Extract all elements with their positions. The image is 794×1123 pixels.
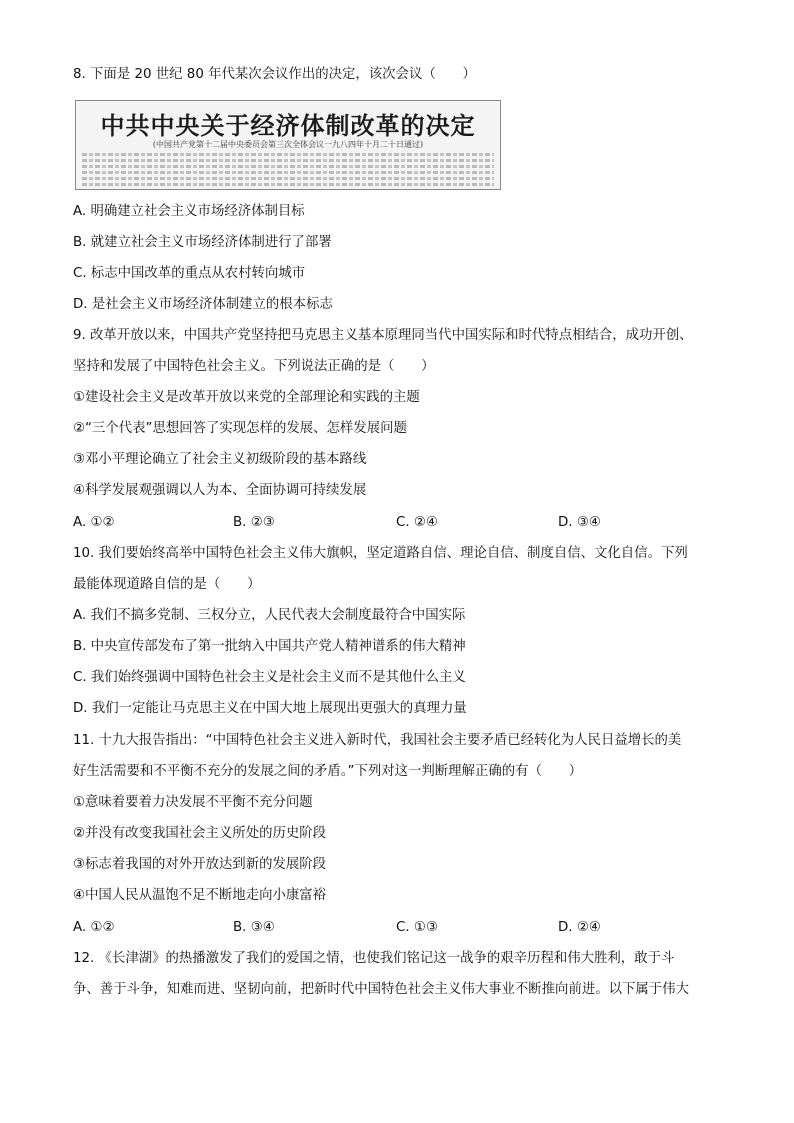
q9-item-3: ③邓小平理论确立了社会主义初级阶段的基本路线 bbox=[73, 452, 367, 467]
q11-options bbox=[73, 919, 713, 937]
figure-text-line bbox=[82, 177, 494, 180]
q11-item-4: ④中国人民从温饱不足不断地走向小康富裕 bbox=[73, 888, 327, 903]
q9-option-d: D. ③④ bbox=[558, 515, 601, 530]
figure-text-line bbox=[82, 183, 494, 186]
q11-item-3: ③标志着我国的对外开放达到新的发展阶段 bbox=[73, 857, 327, 872]
q8-option-b: B. 就建立社会主义市场经济体制进行了部署 bbox=[73, 235, 332, 250]
figure-text-line bbox=[82, 159, 494, 162]
q9-item-2: ②“三个代表”思想回答了实现怎样的发展、怎样发展问题 bbox=[73, 421, 407, 436]
q9-item-1: ①建设社会主义是改革开放以来党的全部理论和实践的主题 bbox=[73, 390, 420, 405]
q9-item-4: ④科学发展观强调以人为本、全面协调可持续发展 bbox=[73, 483, 367, 498]
q8-option-c: C. 标志中国改革的重点从农村转向城市 bbox=[73, 266, 306, 281]
figure-text-line bbox=[82, 153, 494, 156]
q8-document-image bbox=[75, 100, 501, 190]
q11-item-2: ②并没有改变我国社会主义所处的历史阶段 bbox=[73, 826, 327, 841]
q8-stem: 8. 下面是 20 世纪 80 年代某次会议作出的决定，该次会议（ ） bbox=[73, 67, 476, 82]
q8-option-d: D. 是社会主义市场经济体制建立的根本标志 bbox=[73, 297, 333, 312]
q11-option-a: A. ①② bbox=[73, 920, 115, 935]
q12-stem-line-1: 12. 《长津湖》的热播激发了我们的爱国之情，也使我们铭记这一战争的艰辛历程和伟大胜利，敢于斗 bbox=[73, 951, 675, 966]
q10-stem-line-2: 最能体现道路自信的是（ ） bbox=[73, 577, 261, 592]
figure-text-line bbox=[82, 171, 494, 174]
q12-stem-line-2: 争、善于斗争，知难而进、坚韧向前，把新时代中国特色社会主义伟大事业不断推向前进。以下属于伟大 bbox=[73, 982, 689, 997]
q11-stem-line-1: 11. 十九大报告指出：“中国特色社会主义进入新时代，我国社会主要矛盾已经转化为人民日益增长的美 bbox=[73, 733, 682, 748]
q9-stem-line-2: 坚持和发展了中国特色社会主义。下列说法正确的是（ ） bbox=[73, 359, 435, 374]
q10-option-d: D. 我们一定能让马克思主义在中国大地上展现出更强大的真理力量 bbox=[73, 701, 467, 716]
q8-option-a: A. 明确建立社会主义市场经济体制目标 bbox=[73, 204, 305, 219]
q9-stem-line-1: 9. 改革开放以来，中国共产党坚持把马克思主义基本原理同当代中国实际和时代特点相结合，成功开创、 bbox=[73, 328, 693, 343]
q11-option-c: C. ①③ bbox=[396, 920, 438, 935]
figure-text-line bbox=[82, 165, 494, 168]
q10-option-c: C. 我们始终强调中国特色社会主义是社会主义而不是其他什么主义 bbox=[73, 670, 466, 685]
q11-option-d: D. ②④ bbox=[558, 920, 601, 935]
q8-figure-subtitle: (中国共产党第十二届中央委员会第三次全体会议一九八四年十月二十日通过) bbox=[152, 140, 424, 149]
q9-options bbox=[73, 514, 713, 532]
q8-figure-title: 中共中央关于经济体制改革的决定 bbox=[100, 111, 476, 140]
q9-option-c: C. ②④ bbox=[396, 515, 438, 530]
q11-item-1: ①意味着要着力决发展不平衡不充分问题 bbox=[73, 795, 313, 810]
q10-option-a: A. 我们不搞多党制、三权分立，人民代表大会制度最符合中国实际 bbox=[73, 608, 466, 623]
q9-option-a: A. ①② bbox=[73, 515, 115, 530]
q10-option-b: B. 中央宣传部发布了第一批纳入中国共产党人精神谱系的伟大精神 bbox=[73, 639, 466, 654]
q10-stem-line-1: 10. 我们要始终高举中国特色社会主义伟大旗帜，坚定道路自信、理论自信、制度自信、文化自信。下列 bbox=[73, 546, 688, 561]
q11-stem-line-2: 好生活需要和不平衡不充分的发展之间的矛盾。”下列对这一判断理解正确的有（ ） bbox=[73, 764, 583, 779]
q9-option-b: B. ②③ bbox=[233, 515, 275, 530]
q11-option-b: B. ③④ bbox=[233, 920, 275, 935]
